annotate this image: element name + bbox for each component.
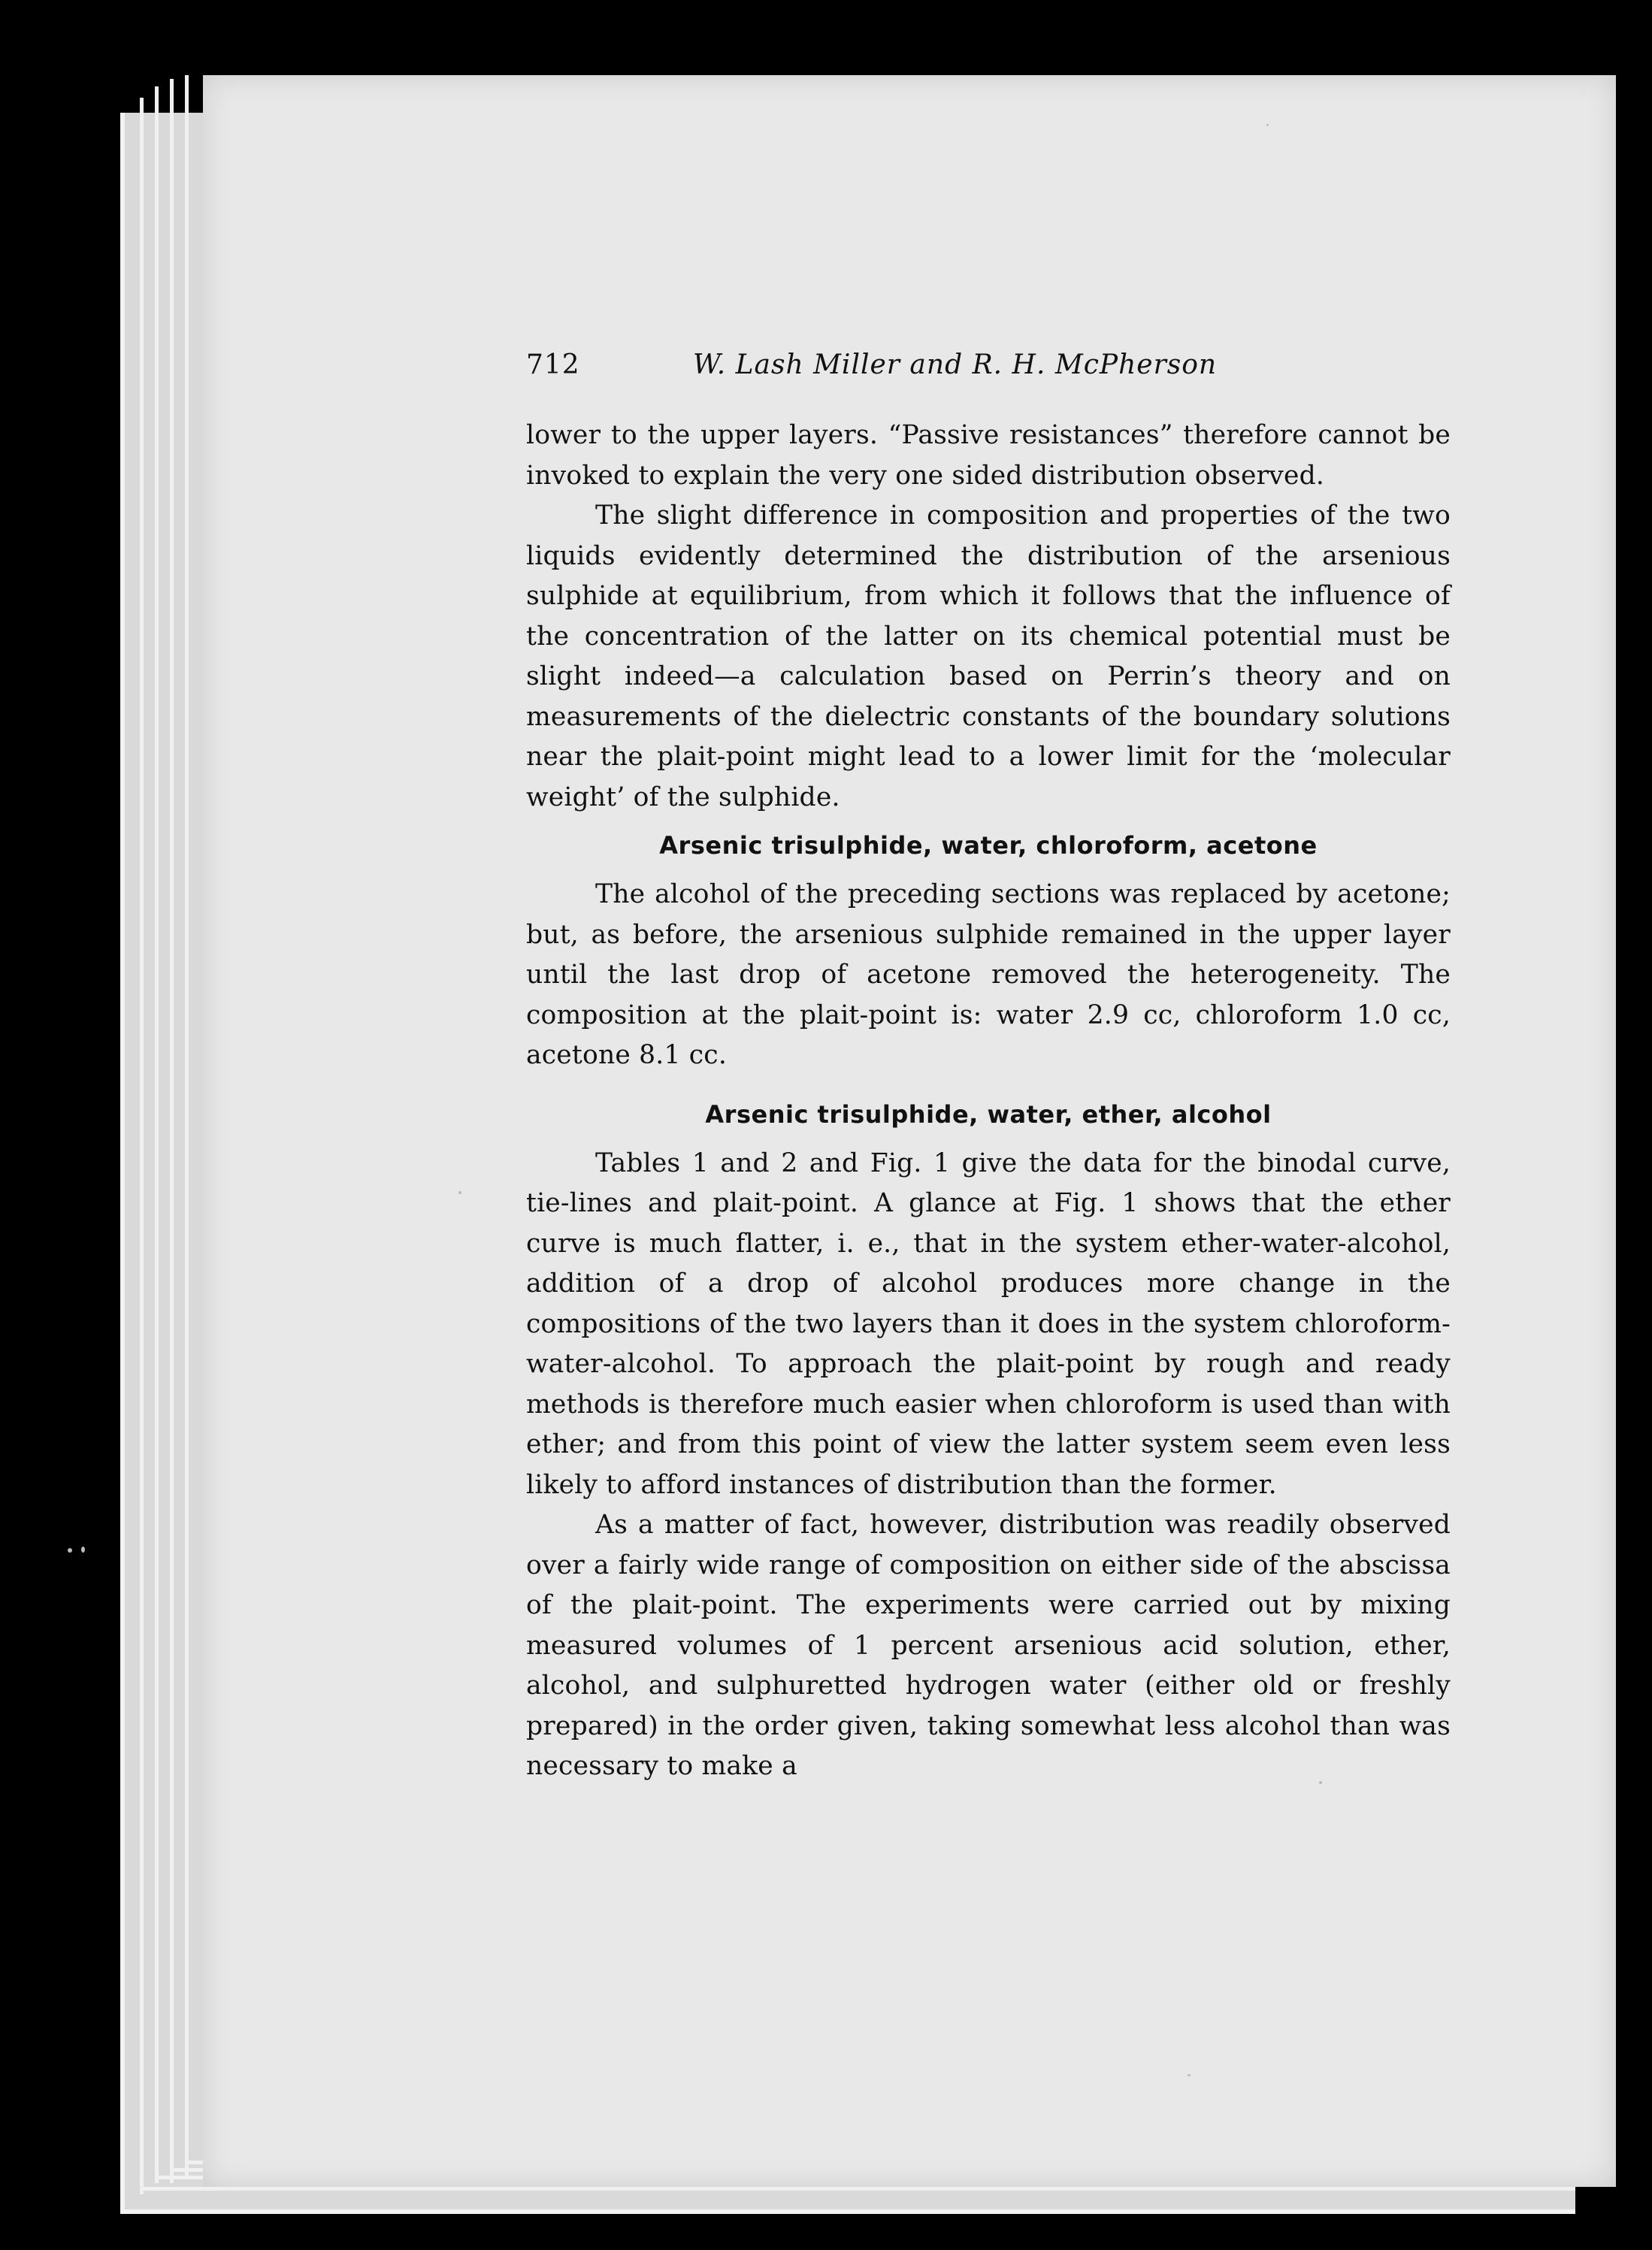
section-heading: Arsenic trisulphide, water, chloroform, acetone	[659, 831, 1318, 860]
background-strip	[1622, 75, 1652, 2217]
page-number: 712	[526, 349, 580, 380]
paragraph: As a matter of fact, however, distribution was readily observed over a fairly wide range of composition on either side of the abscissa of the plait-point. The experiments were carried out by mixing measured volumes of 1 percent arsenious acid solution, ether, alcohol, and sulphuretted hydrogen water (either old or freshly prepared) in the order given, taking somewhat less alcohol than was necessary to make a	[526, 1510, 1451, 1781]
page-edge	[155, 86, 159, 2183]
page-edge	[170, 79, 174, 2183]
page-text	[526, 342, 1451, 1787]
running-head	[526, 342, 1451, 395]
paragraph: lower to the upper layers. “Passive resistances” therefore cannot be invoked to explain the very one sided distribution observed.	[526, 420, 1451, 491]
page-edge	[140, 98, 144, 2194]
paragraph: The alcohol of the preceding sections was replaced by acetone; but, as before, the arsenious sulphide remained in the upper layer until the last drop of acetone removed the heterogeneity. The composition at the plait-point is: water 2.9 cc, chloroform 1.0 cc, acetone 8.1 cc.	[526, 879, 1451, 1070]
paragraph: Tables 1 and 2 and Fig. 1 give the data for the binodal curve, tie-lines and plait-point. A glance at Fig. 1 shows that the ether curve is much flatter, i. e., that in the system ether-water-alcohol, addition of a drop of alcohol produces more change in the compositions of the two layers than it does in the system chloroform-water-alcohol. To approach the plait-point by rough and ready methods is therefore much easier when chloroform is used than with ether; and from this point of view the latter system seem even less likely to afford instances of distribution than the former.	[526, 1148, 1451, 1500]
paragraph: The slight difference in composition and properties of the two liquids evidently determined the distribution of the arsenious sulphide at equilibrium, from which it follows that the influence of the concentration of the latter on its chemical potential must be slight indeed—a calculation based on Perrin’s theory and on measurements of the dielectric constants of the boundary solutions near the plait-point might lead to a lower limit for the ‘molecular weight’ of the sulphide.	[526, 501, 1451, 812]
running-title: W. Lash Miller and R. H. McPherson	[693, 349, 1218, 380]
page-edge	[185, 75, 189, 2179]
page-edge	[140, 2187, 1575, 2191]
section-heading: Arsenic trisulphide, water, ether, alcohol	[705, 1099, 1272, 1129]
